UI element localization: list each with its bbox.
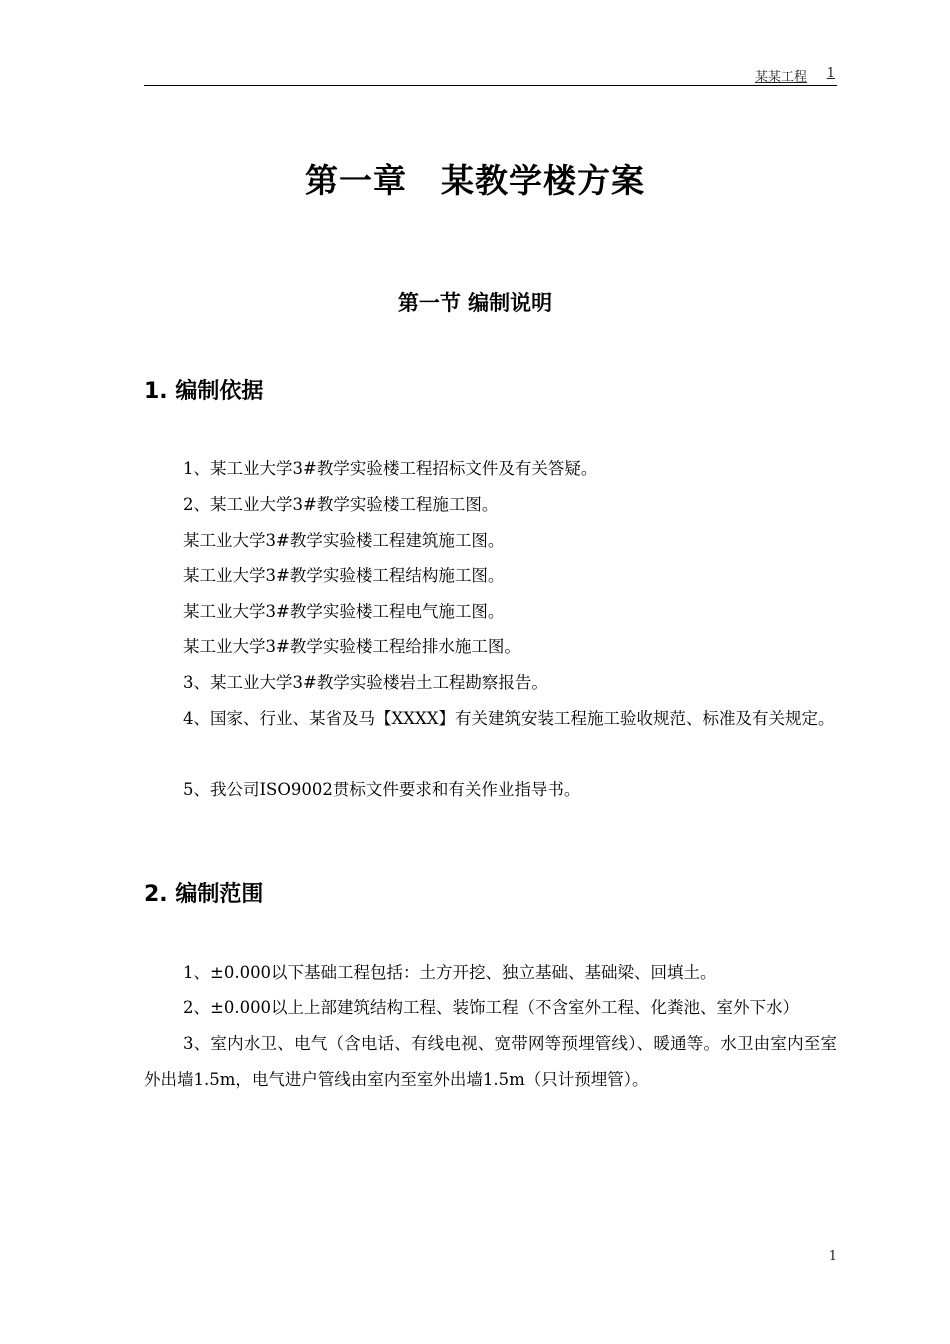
paragraph: 3、某工业大学3#教学实验楼岩土工程勘察报告。 (183, 673, 548, 692)
section-title: 第一节 编制说明 (397, 291, 553, 315)
chapter-title: 第一章 某教学楼方案 (305, 161, 645, 200)
heading-basis: 1. 编制依据 (144, 379, 264, 404)
paragraph: 某工业大学3#教学实验楼工程给排水施工图。 (183, 637, 521, 656)
header-page-number: 1 (826, 66, 835, 81)
header-title: 某某工程 (754, 70, 807, 85)
paragraph: 3、室内水卫、电气（含电话、有线电视、宽带网等预埋管线）、暖通等。水卫由室内至室外出墙1.5m，电气进户管线由室内至室外出墙1.5m（只计预埋管）。 (144, 1034, 837, 1089)
paragraph: 1、±0.000以下基础工程包括：土方开挖、独立基础、基础梁、回填土。 (183, 963, 717, 982)
paragraph: 2、±0.000以上上部建筑结构工程、装饰工程（不含室外工程、化粪池、室外下水） (183, 998, 800, 1017)
paragraph: 某工业大学3#教学实验楼工程建筑施工图。 (183, 531, 505, 550)
paragraph: 某工业大学3#教学实验楼工程电气施工图。 (183, 602, 505, 621)
paragraph: 2、某工业大学3#教学实验楼工程施工图。 (183, 495, 499, 514)
paragraph: 某工业大学3#教学实验楼工程结构施工图。 (183, 566, 505, 585)
footer-page-number: 1 (828, 1249, 837, 1264)
page-header (144, 66, 837, 86)
paragraph: 5、我公司ISO9002贯标文件要求和有关作业指导书。 (183, 780, 581, 799)
paragraph: 4、国家、行业、某省及马【XXXX】有关建筑安装工程施工验收规范、标准及有关规定。 (183, 709, 835, 728)
heading-scope: 2. 编制范围 (144, 882, 264, 907)
paragraph: 1、某工业大学3#教学实验楼工程招标文件及有关答疑。 (183, 459, 598, 478)
